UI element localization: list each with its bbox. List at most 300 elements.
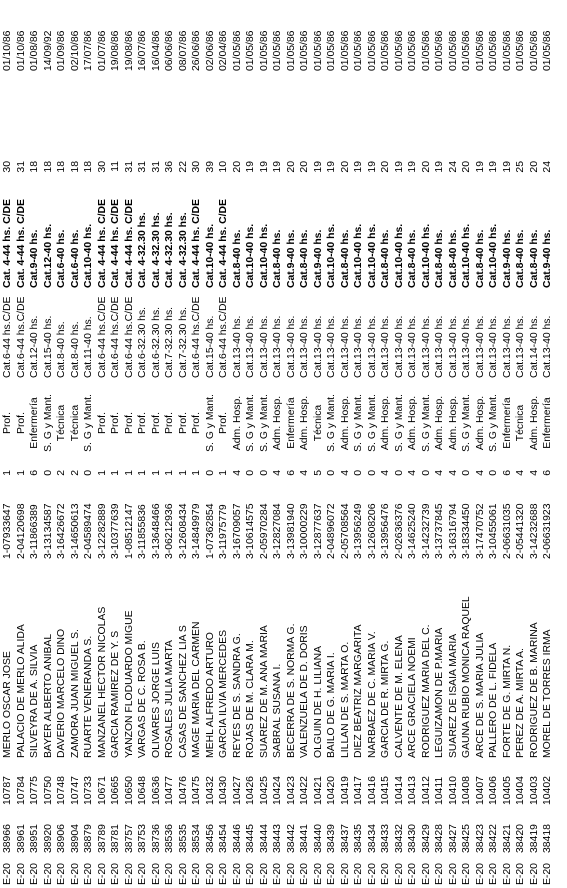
department-cell: Adm. Hosp. bbox=[434, 395, 445, 451]
table-row bbox=[514, 0, 528, 888]
current-category-cell: Cat.15-40 hs. bbox=[42, 315, 54, 378]
area-code-cell: E-20 bbox=[96, 863, 108, 885]
department-cell: Prof. bbox=[177, 412, 189, 434]
department-cell: Prof. bbox=[15, 412, 27, 434]
file-number-cell: 10410 bbox=[447, 776, 459, 805]
new-category-cell: Cat.10-40 hs. bbox=[326, 223, 337, 288]
table-row bbox=[69, 0, 83, 888]
employee-name-cell: DAVERIO MARCELO DINO bbox=[56, 628, 67, 758]
current-category-cell: Cat.6-44 hs.C/DE bbox=[96, 296, 108, 378]
current-category-cell: Cat.13-40 hs. bbox=[407, 315, 418, 378]
group-code-cell: 1 bbox=[15, 470, 27, 476]
document-number-cell: 1-08512147 bbox=[123, 503, 135, 559]
group-code-cell: 1 bbox=[177, 470, 189, 476]
area-code-cell: E-20 bbox=[393, 863, 405, 885]
new-category-cell: Cat.10-40 hs. bbox=[420, 223, 432, 288]
file-number-cell: 10415 bbox=[380, 776, 391, 805]
current-category-cell: Cat.13-40 hs. bbox=[339, 315, 351, 378]
years-cell: 31 bbox=[137, 161, 148, 173]
group-code-cell: 4 bbox=[434, 470, 445, 476]
department-cell: Adm. Hosp. bbox=[407, 395, 418, 451]
current-category-cell: Cat.8-40 hs. bbox=[69, 321, 81, 378]
area-code-cell: E-20 bbox=[407, 863, 418, 885]
table-row bbox=[96, 0, 110, 888]
employee-name-cell: RODRIGUEZ MARIA DEL C. bbox=[420, 624, 432, 758]
department-cell: Técnica bbox=[69, 404, 81, 442]
area-code-cell: E-20 bbox=[150, 863, 162, 885]
years-cell: 19 bbox=[407, 161, 418, 173]
table-row bbox=[339, 0, 353, 888]
current-category-cell: Cat.13-40 hs. bbox=[380, 315, 391, 378]
group-code-cell: 4 bbox=[272, 470, 283, 476]
group-code-cell: 4 bbox=[339, 470, 351, 476]
employee-name-cell: GARCIA ILVIA MERCEDES bbox=[218, 630, 229, 758]
file-number-cell: 10414 bbox=[393, 776, 405, 805]
start-date-cell: 01/09/86 bbox=[56, 30, 67, 71]
start-date-cell: 02/10/86 bbox=[69, 30, 81, 71]
document-number-cell: 3-12282889 bbox=[96, 503, 108, 559]
current-category-cell: Cat.8-40 hs. bbox=[56, 321, 67, 378]
start-date-cell: 01/05/86 bbox=[393, 30, 405, 71]
current-category-cell: Cat.6-44 hs.C/DE bbox=[110, 296, 121, 378]
employee-name-cell: REYES DE S. SANDRA G. bbox=[231, 633, 243, 758]
years-cell: 39 bbox=[204, 161, 216, 173]
employee-name-cell: SUAREZ DE M. ANA MARIA bbox=[258, 625, 270, 758]
document-number-cell: 3-13981940 bbox=[285, 503, 297, 559]
file-number-cell: 10408 bbox=[461, 776, 472, 805]
department-cell: Adm. Hosp. bbox=[380, 395, 391, 451]
table-row bbox=[420, 0, 434, 888]
file-number-cell: 10733 bbox=[83, 776, 94, 805]
legajo-number-cell: 38445 bbox=[245, 824, 256, 853]
table-row bbox=[177, 0, 191, 888]
start-date-cell: 01/05/86 bbox=[380, 30, 391, 71]
new-category-cell: Cat. 4-32.30 hs. bbox=[137, 212, 148, 288]
department-cell: Prof. bbox=[218, 412, 229, 434]
years-cell: 11 bbox=[110, 161, 121, 172]
department-cell: Técnica bbox=[56, 404, 67, 442]
table-row bbox=[217, 0, 231, 888]
department-cell: Adm. Hosp. bbox=[447, 395, 459, 451]
document-number-cell: 2-04589474 bbox=[83, 503, 94, 559]
group-code-cell: 0 bbox=[420, 470, 432, 476]
start-date-cell: 19/08/86 bbox=[123, 30, 135, 71]
employee-name-cell: SUAREZ DE ISAIA MARIA bbox=[447, 633, 459, 758]
start-date-cell: 01/05/86 bbox=[488, 30, 499, 71]
legajo-number-cell: 38536 bbox=[164, 824, 175, 853]
current-category-cell: Cat.13-40 hs. bbox=[447, 315, 459, 378]
table-row bbox=[15, 0, 29, 888]
start-date-cell: 01/05/86 bbox=[258, 30, 270, 71]
years-cell: 20 bbox=[339, 161, 351, 173]
file-number-cell: 10405 bbox=[501, 776, 513, 805]
group-code-cell: 0 bbox=[488, 470, 499, 476]
table-row bbox=[1, 0, 15, 888]
area-code-cell: E-20 bbox=[2, 863, 13, 885]
file-number-cell: 10406 bbox=[488, 776, 499, 805]
area-code-cell: E-20 bbox=[434, 863, 445, 885]
area-code-cell: E-20 bbox=[353, 863, 364, 885]
start-date-cell: 16/07/86 bbox=[137, 30, 148, 71]
table-row bbox=[528, 0, 542, 888]
employee-name-cell: CASAS DE SANCHEZ LIA S bbox=[177, 625, 189, 758]
group-code-cell: 0 bbox=[366, 470, 378, 476]
file-number-cell: 10430 bbox=[218, 776, 229, 805]
years-cell: 19 bbox=[434, 161, 445, 173]
new-category-cell: Cat. 4-44 hs. C/DE bbox=[191, 199, 202, 288]
current-category-cell: Cat.13-40 hs. bbox=[420, 315, 432, 378]
new-category-cell: Cat.8-40 hs. bbox=[474, 229, 486, 288]
employee-name-cell: MAGE MARIA DEL CARMEN bbox=[191, 621, 202, 758]
table-row bbox=[393, 0, 407, 888]
start-date-cell: 01/08/86 bbox=[29, 30, 40, 71]
file-number-cell: 10407 bbox=[474, 776, 486, 805]
new-category-cell: Cat.12-40 hs. bbox=[42, 223, 54, 288]
years-cell: 30 bbox=[2, 161, 13, 173]
employee-name-cell: ZAMORA JUAN MIGUEL S. bbox=[69, 629, 81, 758]
table-row bbox=[406, 0, 420, 888]
current-category-cell: Cat.13-40 hs. bbox=[326, 315, 337, 378]
years-cell: 30 bbox=[96, 161, 108, 173]
legajo-number-cell: 38736 bbox=[150, 824, 162, 853]
current-category-cell: Cat.13-40 hs. bbox=[434, 315, 445, 378]
department-cell: S. G y Mant. bbox=[204, 394, 216, 452]
table-row bbox=[501, 0, 515, 888]
employee-name-cell: PALLERO DE L. FIDELA bbox=[488, 642, 499, 758]
current-category-cell: Cat.13-40 hs. bbox=[488, 315, 499, 378]
years-cell: 22 bbox=[177, 161, 189, 173]
group-code-cell: 4 bbox=[528, 470, 540, 476]
employee-name-cell: GAUNA RUBIO MONICA RAQUEL bbox=[461, 596, 472, 758]
years-cell: 20 bbox=[285, 161, 297, 173]
department-cell: Prof. bbox=[123, 412, 135, 434]
group-code-cell: 1 bbox=[218, 470, 229, 476]
area-code-cell: E-20 bbox=[474, 863, 486, 885]
start-date-cell: 19/08/86 bbox=[110, 30, 121, 71]
start-date-cell: 01/05/86 bbox=[420, 30, 432, 71]
legajo-number-cell: 38420 bbox=[515, 824, 526, 853]
document-number-cell: 3-14650613 bbox=[69, 503, 81, 559]
department-cell: Adm. Hosp. bbox=[231, 395, 243, 451]
department-cell: S. G y Mant. bbox=[42, 394, 54, 452]
new-category-cell: Cat.8-40 hs. bbox=[299, 229, 310, 288]
years-cell: 24 bbox=[447, 161, 459, 173]
legajo-number-cell: 38429 bbox=[420, 824, 432, 853]
department-cell: Adm. Hosp. bbox=[272, 395, 283, 451]
file-number-cell: 10671 bbox=[96, 776, 108, 805]
group-code-cell: 0 bbox=[353, 470, 364, 476]
document-number-cell: 1-07933647 bbox=[2, 503, 13, 559]
area-code-cell: E-20 bbox=[488, 863, 499, 885]
start-date-cell: 01/05/86 bbox=[447, 30, 459, 71]
document-number-cell: 1-07362854 bbox=[204, 503, 216, 559]
area-code-cell: E-20 bbox=[447, 863, 459, 885]
new-category-cell: Cat.8-40 hs. bbox=[447, 229, 459, 288]
file-number-cell: 10636 bbox=[150, 776, 162, 805]
current-category-cell: Cat.15-40 hs. bbox=[204, 315, 216, 378]
current-category-cell: Cat.13-40 hs. bbox=[366, 315, 378, 378]
start-date-cell: 01/05/86 bbox=[515, 30, 526, 71]
group-code-cell: 0 bbox=[42, 470, 54, 476]
current-category-cell: Cat.6-44 hs.C/DE bbox=[2, 296, 13, 378]
new-category-cell: Cat.6-40 hs. bbox=[56, 229, 67, 288]
file-number-cell: 10427 bbox=[231, 776, 243, 805]
current-category-cell: Cat.6-44 hs.C/DE bbox=[218, 296, 229, 378]
years-cell: 18 bbox=[42, 161, 54, 173]
document-number-cell: 3-14625240 bbox=[407, 503, 418, 559]
file-number-cell: 10426 bbox=[245, 776, 256, 805]
years-cell: 36 bbox=[164, 161, 175, 173]
group-code-cell: 4 bbox=[474, 470, 486, 476]
department-cell: Técnica bbox=[515, 404, 526, 442]
group-code-cell: 1 bbox=[110, 470, 121, 476]
file-number-cell: 10404 bbox=[515, 776, 526, 805]
legajo-number-cell: 38753 bbox=[137, 824, 148, 853]
new-category-cell: Cat.8-40 hs. bbox=[272, 229, 283, 288]
employee-name-cell: RODRIGUEZ DE B. MARINA bbox=[528, 622, 540, 758]
employee-name-cell: BAYER ALBERTO ANIBAL bbox=[42, 633, 54, 758]
area-code-cell: E-20 bbox=[69, 863, 81, 885]
current-category-cell: Cat.13-40 hs. bbox=[285, 315, 297, 378]
department-cell: Enfermería bbox=[285, 397, 297, 449]
area-code-cell: E-20 bbox=[272, 863, 283, 885]
start-date-cell: 01/05/86 bbox=[245, 30, 256, 71]
legajo-number-cell: 38433 bbox=[380, 824, 391, 853]
document-number-cell: 3-06212936 bbox=[164, 503, 175, 559]
area-code-cell: E-20 bbox=[123, 863, 135, 885]
document-number-cell: 3-11866389 bbox=[29, 504, 40, 559]
new-category-cell: Cat.8-40 hs. bbox=[407, 229, 418, 288]
legajo-number-cell: 38439 bbox=[326, 824, 337, 853]
file-number-cell: 10416 bbox=[366, 776, 378, 805]
group-code-cell: 1 bbox=[164, 470, 175, 476]
file-number-cell: 10748 bbox=[56, 776, 67, 805]
years-cell: 30 bbox=[191, 161, 202, 173]
current-category-cell: Cat.6-44 hs.C/DE bbox=[15, 296, 27, 378]
years-cell: 31 bbox=[123, 161, 135, 173]
start-date-cell: 01/05/86 bbox=[299, 30, 310, 71]
area-code-cell: E-20 bbox=[326, 863, 337, 885]
current-category-cell: Cat.6-32.30 hs. bbox=[137, 306, 148, 378]
table-row bbox=[123, 0, 137, 888]
legajo-number-cell: 38421 bbox=[501, 824, 513, 853]
employee-name-cell: PALACIO DE MERLO ALIDA bbox=[15, 624, 27, 758]
document-number-cell: 3-12877637 bbox=[312, 503, 324, 559]
new-category-cell: Cat. 4-44 hs. C/DE bbox=[218, 199, 229, 288]
area-code-cell: E-20 bbox=[258, 863, 270, 885]
start-date-cell: 01/05/86 bbox=[312, 30, 324, 71]
file-number-cell: 10420 bbox=[326, 776, 337, 805]
employee-name-cell: CALVENTE DE M. ELENA bbox=[393, 635, 405, 758]
new-category-cell: Cat.10-40 hs. bbox=[83, 223, 94, 288]
years-cell: 19 bbox=[474, 161, 486, 173]
department-cell: Adm. Hosp. bbox=[339, 395, 351, 451]
legajo-number-cell: 38419 bbox=[528, 824, 540, 853]
document-number-cell: 3-10000229 bbox=[299, 503, 310, 559]
department-cell: S. G y Mant. bbox=[245, 394, 256, 452]
group-code-cell: 4 bbox=[231, 470, 243, 476]
new-category-cell: Cat.6-40 hs. bbox=[69, 229, 81, 288]
department-cell: S. G y Mant. bbox=[488, 394, 499, 452]
group-code-cell: 1 bbox=[191, 470, 202, 476]
years-cell: 19 bbox=[326, 161, 337, 173]
start-date-cell: 01/05/86 bbox=[434, 30, 445, 71]
area-code-cell: E-20 bbox=[42, 863, 54, 885]
legajo-number-cell: 38951 bbox=[29, 824, 40, 853]
employee-name-cell: ARCE GRACIELA NOEMI bbox=[407, 637, 418, 758]
file-number-cell: 10424 bbox=[272, 776, 283, 805]
document-number-cell: 3-13737845 bbox=[434, 503, 445, 559]
group-code-cell: 0 bbox=[258, 470, 270, 476]
document-number-cell: 3-18334450 bbox=[461, 503, 472, 559]
document-number-cell: 2-04120698 bbox=[15, 503, 27, 559]
document-number-cell: 3-13956476 bbox=[380, 503, 391, 559]
legajo-number-cell: 38966 bbox=[2, 824, 13, 853]
table-row bbox=[28, 0, 42, 888]
group-code-cell: 0 bbox=[461, 470, 472, 476]
legajo-number-cell: 38427 bbox=[447, 824, 459, 853]
start-date-cell: 01/05/86 bbox=[339, 30, 351, 71]
document-number-cell: 3-13956249 bbox=[353, 503, 364, 559]
group-code-cell: 4 bbox=[380, 470, 391, 476]
years-cell: 20 bbox=[231, 161, 243, 173]
table-row bbox=[487, 0, 501, 888]
start-date-cell: 01/05/86 bbox=[285, 30, 297, 71]
area-code-cell: E-20 bbox=[204, 863, 216, 885]
current-category-cell: Cat.13-40 hs. bbox=[312, 315, 324, 378]
table-row bbox=[433, 0, 447, 888]
document-number-cell: 3-11855836 bbox=[137, 504, 148, 559]
group-code-cell: 6 bbox=[542, 470, 553, 476]
file-number-cell: 10417 bbox=[353, 776, 364, 805]
group-code-cell: 1 bbox=[137, 470, 148, 476]
document-number-cell: 2-05441320 bbox=[515, 503, 526, 559]
years-cell: 19 bbox=[393, 161, 405, 173]
group-code-cell: 2 bbox=[56, 470, 67, 476]
current-category-cell: Cat.13-40 hs. bbox=[501, 315, 513, 378]
group-code-cell: 1 bbox=[123, 470, 135, 476]
start-date-cell: 01/10/86 bbox=[2, 30, 13, 71]
department-cell: Prof. bbox=[137, 412, 148, 434]
employee-name-cell: FORTE DE G. MIRTA N. bbox=[501, 644, 513, 758]
new-category-cell: Cat.9-40 hs. bbox=[29, 229, 40, 288]
new-category-cell: Cat.10-40 hs. bbox=[258, 223, 270, 288]
document-number-cell: 3-10614575 bbox=[245, 503, 256, 559]
years-cell: 10 bbox=[218, 161, 229, 173]
table-row bbox=[82, 0, 96, 888]
table-row bbox=[460, 0, 474, 888]
current-category-cell: Cat.7-32.30 hs. bbox=[177, 306, 189, 378]
current-category-cell: Cat.13-40 hs. bbox=[299, 315, 310, 378]
new-category-cell: Cat.8-40 hs. bbox=[231, 229, 243, 288]
table-row bbox=[55, 0, 69, 888]
file-number-cell: 10750 bbox=[42, 776, 54, 805]
document-number-cell: 2-06631035 bbox=[501, 503, 513, 559]
years-cell: 20 bbox=[299, 161, 310, 173]
employee-name-cell: DIEZ BEATRIZ MARGARITA bbox=[353, 624, 364, 758]
legajo-number-cell: 38422 bbox=[488, 824, 499, 853]
new-category-cell: Cat. 4-44 hs. C/DE bbox=[123, 199, 135, 288]
current-category-cell: Cat.6-32.30 hs. bbox=[150, 306, 162, 378]
document-number-cell: 2-04896072 bbox=[326, 503, 337, 559]
start-date-cell: 06/06/86 bbox=[164, 30, 175, 71]
group-code-cell: 0 bbox=[393, 470, 405, 476]
area-code-cell: E-20 bbox=[420, 863, 432, 885]
department-cell: Enfermería bbox=[542, 397, 553, 449]
new-category-cell: Cat. 4-32.30 hs. bbox=[150, 212, 162, 288]
table-row bbox=[447, 0, 461, 888]
new-category-cell: Cat.10-40 hs. bbox=[353, 223, 364, 288]
area-code-cell: E-20 bbox=[218, 863, 229, 885]
document-number-cell: 3-16709057 bbox=[231, 503, 243, 559]
years-cell: 19 bbox=[501, 161, 513, 173]
department-cell: Enfermería bbox=[501, 397, 513, 449]
department-cell: S. G y Mant. bbox=[353, 394, 364, 452]
table-row bbox=[541, 0, 555, 888]
document-number-cell: 3-12827084 bbox=[272, 503, 283, 559]
current-category-cell: Cat.14-40 hs. bbox=[528, 315, 540, 378]
group-code-cell: 6 bbox=[285, 470, 297, 476]
table-row bbox=[231, 0, 245, 888]
new-category-cell: Cat. 4-44 hs. C/DE bbox=[96, 199, 108, 288]
document-number-cell: 2-05708564 bbox=[339, 503, 351, 559]
new-category-cell: Cat.10-40 hs. bbox=[204, 223, 216, 288]
table-row bbox=[150, 0, 164, 888]
department-cell: Técnica bbox=[312, 404, 324, 442]
current-category-cell: Cat.13-40 hs. bbox=[231, 315, 243, 378]
legajo-number-cell: 38440 bbox=[312, 824, 324, 853]
area-code-cell: E-20 bbox=[137, 863, 148, 885]
current-category-cell: Cat.13-40 hs. bbox=[542, 315, 553, 378]
document-number-cell: 2-06631923 bbox=[542, 503, 553, 559]
employee-name-cell: SABRAL SUSANA I. bbox=[272, 663, 283, 758]
group-code-cell: 4 bbox=[407, 470, 418, 476]
group-code-cell: 6 bbox=[501, 470, 513, 476]
table-row bbox=[325, 0, 339, 888]
area-code-cell: E-20 bbox=[231, 863, 243, 885]
legajo-number-cell: 38434 bbox=[366, 824, 378, 853]
group-code-cell: 1 bbox=[96, 470, 108, 476]
area-code-cell: E-20 bbox=[245, 863, 256, 885]
new-category-cell: Cat. 4-44 hs. C/DE bbox=[15, 199, 27, 288]
document-number-cell: 3-11975779 bbox=[218, 504, 229, 559]
legajo-number-cell: 38904 bbox=[69, 824, 81, 853]
area-code-cell: E-20 bbox=[177, 863, 189, 885]
file-number-cell: 10787 bbox=[2, 776, 13, 805]
group-code-cell: 1 bbox=[2, 470, 13, 476]
start-date-cell: 01/05/86 bbox=[366, 30, 378, 71]
years-cell: 31 bbox=[15, 161, 27, 173]
legajo-number-cell: 38789 bbox=[96, 824, 108, 853]
employee-name-cell: MERLO OSCAR JOSE bbox=[2, 651, 13, 758]
document-number-cell: 3-13648466 bbox=[150, 503, 162, 559]
start-date-cell: 01/05/86 bbox=[461, 30, 472, 71]
employee-name-cell: PEREZ DE A. MIRTA A. bbox=[515, 648, 526, 758]
start-date-cell: 01/05/86 bbox=[542, 30, 553, 71]
document-number-cell: 3-12608434 bbox=[177, 503, 189, 559]
legajo-number-cell: 38920 bbox=[42, 824, 54, 853]
document-number-cell: 3-16316794 bbox=[447, 503, 459, 559]
legajo-number-cell: 38781 bbox=[110, 824, 121, 853]
file-number-cell: 10650 bbox=[123, 776, 135, 805]
employee-name-cell: LILLAN DE S. MARTA O. bbox=[339, 641, 351, 758]
table-row bbox=[136, 0, 150, 888]
document-number-cell: 2-05970284 bbox=[258, 503, 270, 559]
table-row bbox=[474, 0, 488, 888]
department-cell: Adm. Hosp. bbox=[474, 395, 486, 451]
file-number-cell: 10419 bbox=[339, 776, 351, 805]
file-number-cell: 10476 bbox=[177, 776, 189, 805]
